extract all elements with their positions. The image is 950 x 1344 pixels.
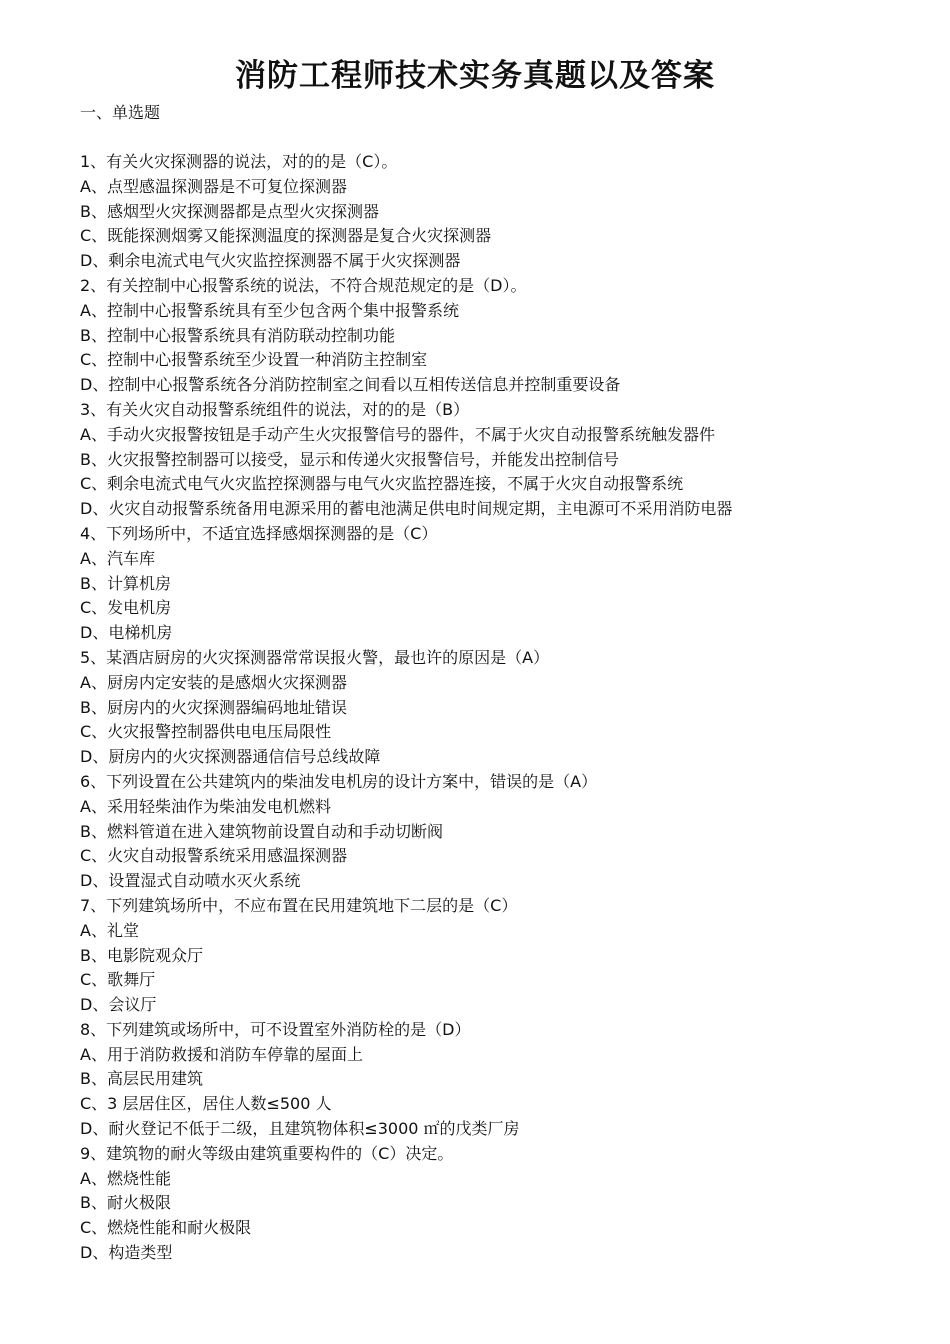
answer-option: A、用于消防救援和消防车停靠的屋面上 (80, 1044, 363, 1064)
answer-option: B、耐火极限 (80, 1193, 171, 1213)
answer-option: C、燃烧性能和耐火极限 (80, 1218, 252, 1238)
question-stem: 3、有关火灾自动报警系统组件的说法，对的的是（B） (80, 399, 470, 419)
answer-option: D、厨房内的火灾探测器通信信号总线故障 (80, 747, 381, 767)
answer-option: C、既能探测烟雾又能探测温度的探测器是复合火灾探测器 (80, 226, 492, 246)
answer-option: D、设置湿式自动喷水灭火系统 (80, 871, 301, 891)
answer-option: D、火灾自动报警系统备用电源采用的蓄电池满足供电时间规定期，主电源可不采用消防电器 (80, 499, 733, 519)
answer-option: A、点型感温探测器是不可复位探测器 (80, 176, 347, 196)
answer-option: C、歌舞厅 (80, 970, 156, 990)
answer-option: B、高层民用建筑 (80, 1069, 203, 1089)
answer-option: D、耐火登记不低于二级，且建筑物体积≤3000 ㎡的戊类厂房 (80, 1119, 520, 1139)
answer-option: D、剩余电流式电气火灾监控探测器不属于火灾探测器 (80, 251, 461, 271)
answer-option: B、燃料管道在进入建筑物前设置自动和手动切断阀 (80, 821, 443, 841)
answer-option: A、燃烧性能 (80, 1168, 171, 1188)
answer-option: B、电影院观众厅 (80, 945, 203, 965)
question-stem: 6、下列设置在公共建筑内的柴油发电机房的设计方案中，错误的是（A） (80, 771, 598, 791)
answer-option: D、控制中心报警系统各分消防控制室之间看以互相传送信息并控制重要设备 (80, 375, 621, 395)
document-title: 消防工程师技术实务真题以及答案 (235, 58, 715, 94)
answer-option: C、3 层居住区，居住人数≤500 人 (80, 1094, 332, 1114)
question-block (80, 1142, 920, 1266)
answer-option: D、会议厅 (80, 995, 157, 1015)
question-stem: 9、建筑物的耐火等级由建筑重要构件的（C）决定。 (80, 1143, 454, 1163)
answer-option: D、构造类型 (80, 1243, 173, 1263)
question-stem: 4、下列场所中，不适宜选择感烟探测器的是（C） (80, 523, 438, 543)
answer-option: C、剩余电流式电气火灾监控探测器与电气火灾监控器连接，不属于火灾自动报警系统 (80, 474, 684, 494)
answer-option: A、控制中心报警系统具有至少包含两个集中报警系统 (80, 300, 459, 320)
question-stem: 8、下列建筑或场所中，可不设置室外消防栓的是（D） (80, 1019, 471, 1039)
answer-option: B、计算机房 (80, 573, 171, 593)
answer-option: B、火灾报警控制器可以接受，显示和传递火灾报警信号，并能发出控制信号 (80, 449, 619, 469)
answer-option: B、控制中心报警系统具有消防联动控制功能 (80, 325, 395, 345)
question-block (80, 150, 920, 274)
question-list (80, 150, 920, 1266)
question-block (80, 770, 920, 894)
answer-option: B、感烟型火灾探测器都是点型火灾探测器 (80, 201, 379, 221)
question-block (80, 398, 920, 522)
answer-option: B、厨房内的火灾探测器编码地址错误 (80, 697, 347, 717)
question-block (80, 894, 920, 1018)
question-block (80, 522, 920, 646)
question-stem: 1、有关火灾探测器的说法，对的的是（C）。 (80, 152, 398, 171)
answer-option: C、火灾报警控制器供电电压局限性 (80, 722, 332, 742)
question-block (80, 646, 920, 770)
question-stem: 7、下列建筑场所中，不应布置在民用建筑地下二层的是（C） (80, 895, 518, 915)
question-stem: 2、有关控制中心报警系统的说法，不符合规范规定的是（D）。 (80, 275, 527, 295)
answer-option: C、控制中心报警系统至少设置一种消防主控制室 (80, 350, 428, 370)
answer-option: C、发电机房 (80, 598, 172, 618)
answer-option: A、厨房内定安装的是感烟火灾探测器 (80, 672, 347, 692)
answer-option: D、电梯机房 (80, 623, 173, 643)
question-stem: 5、某酒店厨房的火灾探测器常常误报火警，最也许的原因是（A） (80, 647, 550, 667)
answer-option: A、礼堂 (80, 920, 139, 940)
answer-option: A、手动火灾报警按钮是手动产生火灾报警信号的器件，不属于火灾自动报警系统触发器件 (80, 424, 715, 444)
question-block (80, 274, 920, 398)
section-heading: 一、单选题 (80, 103, 161, 122)
answer-option: C、火灾自动报警系统采用感温探测器 (80, 846, 348, 866)
answer-option: A、汽车库 (80, 548, 155, 568)
question-block (80, 1018, 920, 1142)
answer-option: A、采用轻柴油作为柴油发电机燃料 (80, 796, 331, 816)
